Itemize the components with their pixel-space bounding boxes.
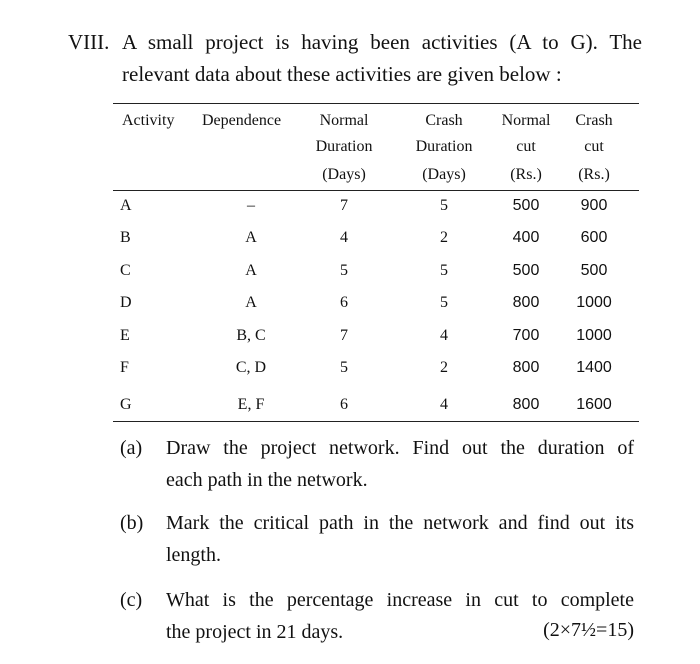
question-intro-line-1: A small project is having been activities (A to G). The: [122, 30, 642, 54]
part-a-line-2: each path in the network.: [166, 469, 368, 491]
header-activity: Activity: [122, 112, 175, 129]
header-normal-duration-2: Duration: [315, 138, 373, 155]
header-normal-duration-3: (Days): [322, 166, 366, 183]
part-b-label: (b): [120, 512, 144, 534]
part-a-line-1: Draw the project network. Find out the duration of: [166, 437, 634, 459]
part-c-line-2: the project in 21 days.: [166, 621, 344, 643]
header-crash-cut-3: (Rs.): [578, 166, 610, 183]
table-row-a-activity: A: [120, 197, 132, 214]
table-row-f-crash-duration: 2: [440, 359, 448, 376]
marks-allocation: (2×7½=15): [543, 619, 634, 641]
part-b-line-2: length.: [166, 544, 221, 566]
table-row-d-dependence: A: [245, 294, 257, 311]
table-row-b-crash-cut: 600: [580, 229, 608, 246]
table-row-b-dependence: A: [245, 229, 257, 246]
table-row-g-dependence: E, F: [237, 396, 265, 413]
question-intro-line-2: relevant data about these activities are given below :: [122, 62, 562, 86]
table-bottom-rule: [113, 421, 639, 422]
table-row-a-dependence: –: [247, 197, 255, 214]
header-crash-cut-1: Crash: [575, 112, 613, 129]
header-crash-duration-2: Duration: [415, 138, 473, 155]
part-a-label: (a): [120, 437, 143, 459]
table-row-a-normal-cut: 500: [512, 197, 540, 214]
table-row-d-normal-duration: 6: [340, 294, 348, 311]
header-crash-duration-3: (Days): [422, 166, 466, 183]
table-row-a-crash-duration: 5: [440, 197, 448, 214]
table-row-a-normal-duration: 7: [340, 197, 348, 214]
table-row-b-normal-cut: 400: [512, 229, 540, 246]
table-row-f-crash-cut: 1400: [576, 359, 612, 376]
part-b-text: [166, 507, 634, 571]
header-normal-cut-1: Normal: [501, 112, 551, 129]
table-row-g-crash-cut: 1600: [576, 396, 612, 413]
table-row-g-activity: G: [120, 396, 132, 413]
table-row-c-dependence: A: [245, 262, 257, 279]
table-row-f-activity: F: [120, 359, 129, 376]
header-dependence: Dependence: [202, 112, 282, 129]
table-row-d-normal-cut: 800: [512, 294, 540, 311]
header-normal-cut-2: cut: [516, 138, 536, 155]
header-crash-cut-2: cut: [584, 138, 604, 155]
table-row-f-normal-duration: 5: [340, 359, 348, 376]
table-row-g-normal-cut: 800: [512, 396, 540, 413]
table-top-rule: [113, 103, 639, 104]
table-row-d-activity: D: [120, 294, 132, 311]
table-row-c-crash-cut: 500: [580, 262, 608, 279]
header-normal-duration-1: Normal: [319, 112, 369, 129]
part-c-label: (c): [120, 589, 143, 611]
table-row-e-crash-cut: 1000: [576, 327, 612, 344]
table-row-e-normal-duration: 7: [340, 327, 348, 344]
table-row-g-normal-duration: 6: [340, 396, 348, 413]
table-row-c-normal-cut: 500: [512, 262, 540, 279]
part-b-line-1: Mark the critical path in the network and find out its: [166, 512, 634, 534]
table-row-b-crash-duration: 2: [440, 229, 448, 246]
part-a-text: [166, 432, 634, 496]
table-row-c-normal-duration: 5: [340, 262, 348, 279]
table-row-e-crash-duration: 4: [440, 327, 448, 344]
table-row-g-crash-duration: 4: [440, 396, 448, 413]
table-row-d-crash-cut: 1000: [576, 294, 612, 311]
table-row-c-activity: C: [120, 262, 131, 279]
table-row-e-normal-cut: 700: [512, 327, 540, 344]
table-row-d-crash-duration: 5: [440, 294, 448, 311]
header-normal-cut-3: (Rs.): [510, 166, 542, 183]
table-row-e-activity: E: [120, 327, 130, 344]
header-crash-duration-1: Crash: [425, 112, 463, 129]
table-row-f-normal-cut: 800: [512, 359, 540, 376]
header-bottom-rule: [113, 190, 639, 191]
table-row-b-normal-duration: 4: [340, 229, 348, 246]
table-row-c-crash-duration: 5: [440, 262, 448, 279]
question-number: VIII.: [68, 30, 110, 54]
table-row-e-dependence: B, C: [236, 327, 266, 344]
table-row-a-crash-cut: 900: [580, 197, 608, 214]
table-row-b-activity: B: [120, 229, 131, 246]
part-c-line-1: What is the percentage increase in cut to complete: [166, 589, 634, 611]
table-row-f-dependence: C, D: [235, 359, 267, 376]
